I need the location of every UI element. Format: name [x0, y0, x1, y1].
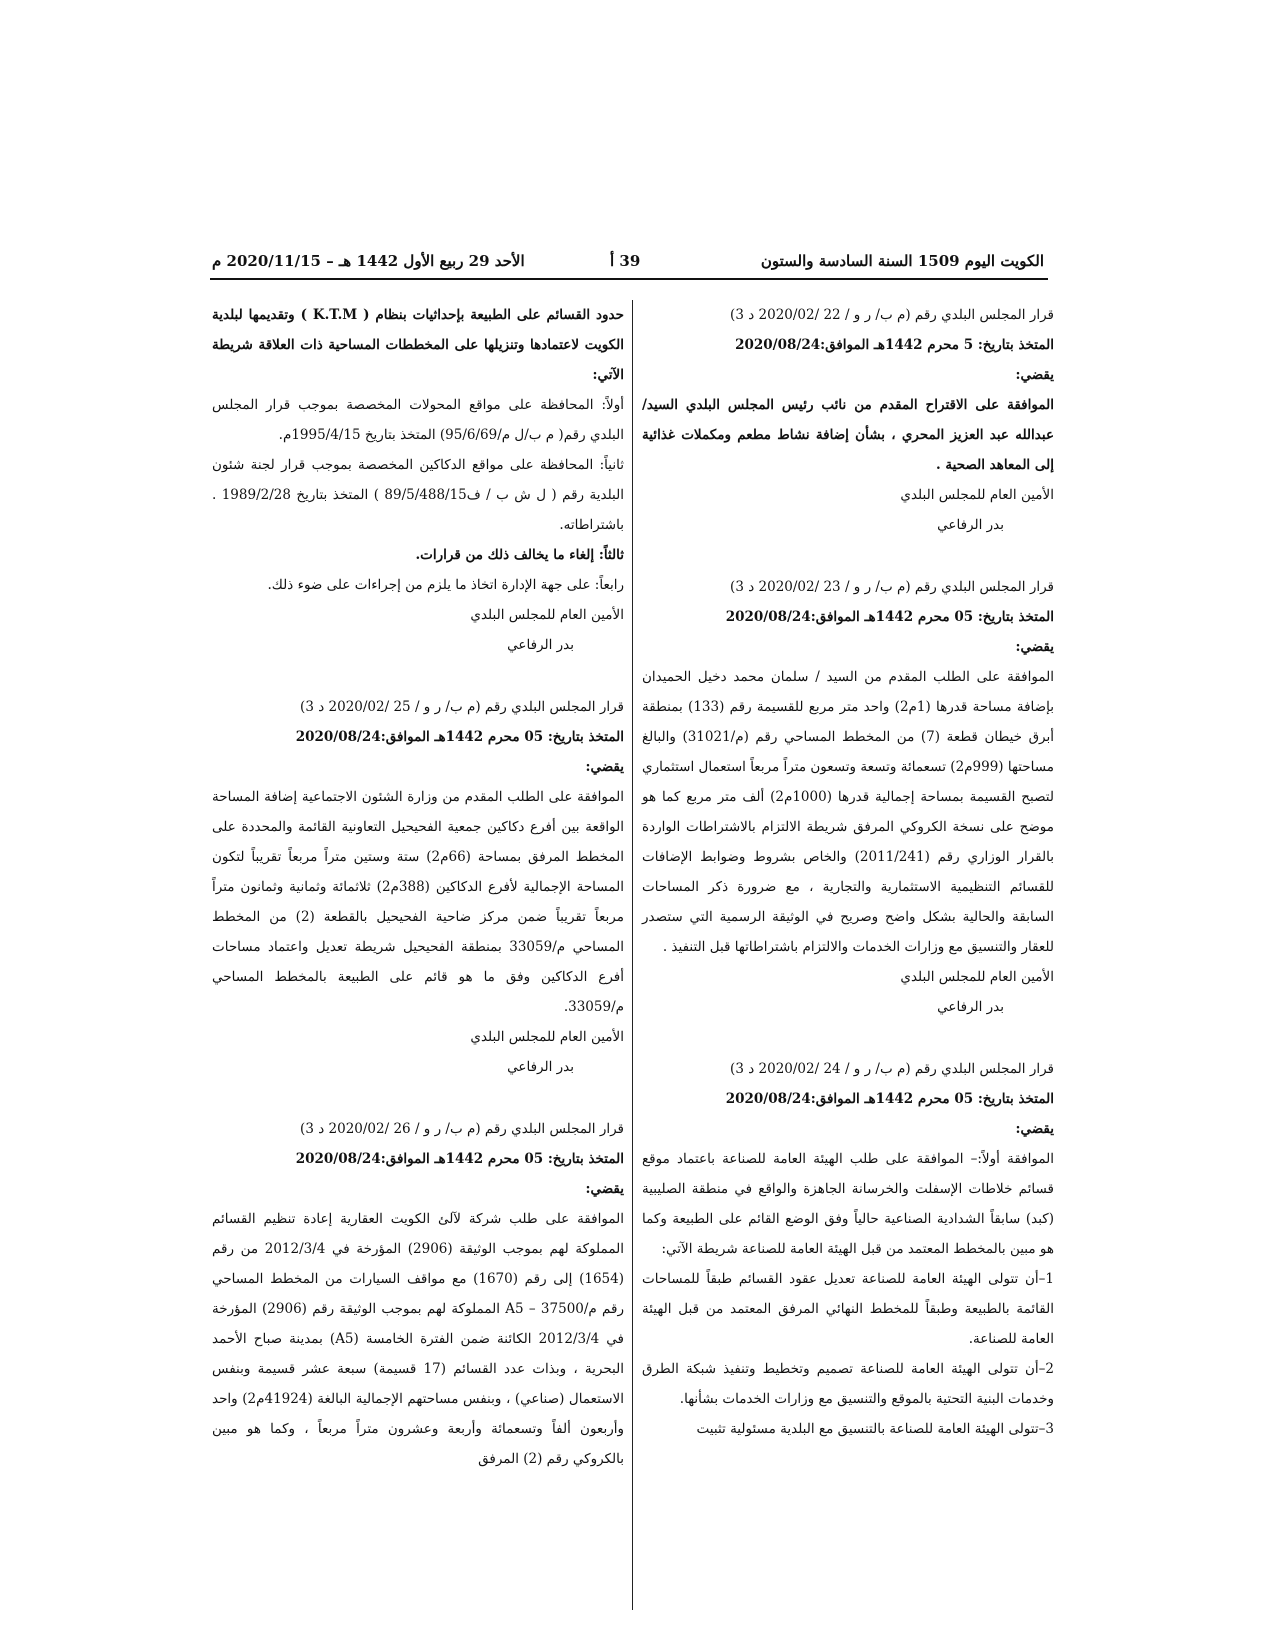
- decision-22: [642, 300, 1054, 540]
- signature-title: الأمين العام للمجلس البلدي: [470, 607, 624, 623]
- signature-title: الأمين العام للمجلس البلدي: [900, 487, 1054, 503]
- decision-decides: يقضي:: [1015, 367, 1054, 383]
- decision-body: الموافقة على الاقتراح المقدم من نائب رئيس المجلس البلدي السيد/ عبدالله عبد العزيز المحري ، بشأن إضافة نشاط مطعم ومكملات غذائية إلى المعاهد الصحية .: [642, 397, 1054, 473]
- decision-title: قرار المجلس البلدي رقم (م ب/ ر و / 26 /2020/02 د 3): [300, 1121, 624, 1137]
- condition-third: ثالثاً: إلغاء ما يخالف ذلك من قرارات.: [415, 547, 624, 563]
- decision-title: قرار المجلس البلدي رقم (م ب/ ر و / 24 /2020/02 د 3): [730, 1061, 1054, 1077]
- decision-item-1: 1–أن تتولى الهيئة العامة للصناعة تعديل عقود القسائم طبقاً للمساحات القائمة بالطبيعة وطبقاً للمخطط النهائي المرفق المعتمد من قبل الهيئة العامة للصناعة.: [642, 1271, 1054, 1347]
- decision-date: المتخذ بتاريخ: 5 محرم 1442هـ الموافق:2020/08/24: [735, 337, 1054, 353]
- condition-second: ثانياً: المحافظة على مواقع الدكاكين المخصصة بموجب قرار لجنة شئون البلدية رقم ( ل ش ب / ف89/5/488/15 ) المتخذ بتاريخ 1989/2/28 . باشتراطاته.: [212, 457, 624, 533]
- decision-decides: يقضي:: [585, 1181, 624, 1197]
- decision-date: المتخذ بتاريخ: 05 محرم 1442هـ الموافق:2020/08/24: [295, 729, 624, 745]
- decision-24: [642, 1054, 1054, 1444]
- decision-title: قرار المجلس البلدي رقم (م ب/ ر و / 25 /2020/02 د 3): [300, 699, 624, 715]
- decision-title: قرار المجلس البلدي رقم (م ب/ ر و / 23 /2020/02 د 3): [730, 579, 1054, 595]
- condition-first: أولاً: المحافظة على مواقع المحولات المخصصة بموجب قرار المجلس البلدي رقم( م ب/ل م/95/6/69) المتخذ بتاريخ 1995/4/15م.: [212, 397, 624, 443]
- decision-date: المتخذ بتاريخ: 05 محرم 1442هـ الموافق:2020/08/24: [295, 1151, 624, 1167]
- decision-item-2: 2–أن تتولى الهيئة العامة للصناعة تصميم وتخطيط وتنفيذ شبكة الطرق وخدمات البنية التحتية بالموقع والتنسيق مع وزارات الخدمات بشأنها.: [642, 1361, 1054, 1407]
- decision-body: الموافقة على الطلب المقدم من وزارة الشئون الاجتماعية إضافة المساحة الواقعة بين أفرع دكاكين جمعية الفحيحيل التعاونية القائمة والمحددة على المخطط المرفق بمساحة (66م2) ستة وستين متراً مربعاً تقريباً لتكون المساحة الإجمالية لأفرع الدكاكين (388م2) ثلاثمائة وثمانية وثمانون متراً مربعاً تقريباً ضمن مركز ضاحية الفحيحيل بالقطعة (2) من المخطط المساحي م/33059 بمنطقة الفحيحيل شريطة تعديل واعتماد مساحات أفرع الدكاكين وفق ما هو قائم على الطبيعة بالمخطط المساحي م/33059.: [212, 789, 625, 1015]
- decision-title: قرار المجلس البلدي رقم (م ب/ ر و / 22 /2020/02 د 3): [730, 307, 1054, 323]
- continuation-text: حدود القسائم على الطبيعة بإحداثيات بنظام ( K.T.M ) وتقديمها لبلدية الكويت لاعتمادها وتنزيلها على المخططات المساحية ذات العلاقة شريطة الآتي:: [212, 307, 624, 383]
- decision-date: المتخذ بتاريخ: 05 محرم 1442هـ الموافق:2020/08/24: [725, 609, 1054, 625]
- decision-item-3: 3–تتولى الهيئة العامة للصناعة بالتنسيق مع البلدية مسئولية تثبيت: [696, 1421, 1054, 1437]
- decision-23: [642, 572, 1054, 1022]
- signature-name: بدر الرفاعي: [507, 1059, 574, 1075]
- signature-name: بدر الرفاعي: [507, 637, 574, 653]
- page-header: [210, 248, 1048, 280]
- decision-24-continuation: [212, 300, 624, 660]
- page-number: 39 أ: [610, 252, 641, 270]
- decision-decides: يقضي:: [1015, 639, 1054, 655]
- decision-decides: يقضي:: [1015, 1121, 1054, 1137]
- issue-date: الأحد 29 ربيع الأول 1442 هـ – 2020/11/15 م: [212, 252, 525, 270]
- decision-decides: يقضي:: [585, 759, 624, 775]
- left-column: [212, 300, 624, 1474]
- decision-26: [212, 1114, 624, 1474]
- decision-date: المتخذ بتاريخ: 05 محرم 1442هـ الموافق:2020/08/24: [725, 1091, 1054, 1107]
- decision-intro: الموافقة أولاً:– الموافقة على طلب الهيئة العامة للصناعة باعتماد موقع قسائم خلاطات الإسفلت والخرسانة الجاهزة والواقع في منطقة الصليبية (كبد) سابقاً الشدادية الصناعية حالياً وفق الوضع القائم على الطبيعة وكما هو مبين بالمخطط المعتمد من قبل الهيئة العامة للصناعة شريطة الآتي:: [642, 1151, 1054, 1257]
- decision-25: [212, 692, 624, 1082]
- condition-fourth: رابعاً: على جهة الإدارة اتخاذ ما يلزم من إجراءات على ضوء ذلك.: [267, 577, 624, 593]
- signature-name: بدر الرفاعي: [937, 517, 1004, 533]
- signature-name: بدر الرفاعي: [937, 999, 1004, 1015]
- signature-title: الأمين العام للمجلس البلدي: [900, 969, 1054, 985]
- signature-title: الأمين العام للمجلس البلدي: [470, 1029, 624, 1045]
- gazette-issue: الكويت اليوم 1509 السنة السادسة والستون: [760, 252, 1044, 270]
- column-divider: [632, 300, 633, 1610]
- decision-body: الموافقة على الطلب المقدم من السيد / سلمان محمد دخيل الحميدان بإضافة مساحة قدرها (1م2) واحد متر مربع للقسيمة رقم (133) بمنطقة أبرق خيطان قطعة (7) من المخطط المساحي رقم (م/31021) والبالغ مساحتها (999م2) تسعمائة وتسعة وتسعون متراً مربعاً استعمال استثماري لتصبح القسيمة بمساحة إجمالية قدرها (1000م2) ألف متر مربع كما هو موضح على نسخة الكروكي المرفق شريطة الالتزام بالاشتراطات الواردة بالقرار الوزاري رقم (2011/241) والخاص بشروط وضوابط الإضافات للقسائم التنظيمية الاستثمارية والتجارية ، مع ضرورة ذكر المساحات السابقة والحالية بشكل واضح وصريح في الوثيقة الرسمية التي ستصدر للعقار والتنسيق مع وزارات الخدمات والالتزام باشتراطاتها قبل التنفيذ .: [642, 669, 1055, 955]
- decision-body: الموافقة على طلب شركة لآلئ الكويت العقارية إعادة تنظيم القسائم المملوكة لهم بموجب الوثيقة (2906) المؤرخة في 2012/3/4 من رقم (1654) إلى رقم (1670) مع مواقف السيارات من المخطط المساحي رقم م/37500 – A5 المملوكة لهم بموجب الوثيقة رقم (2906) المؤرخة في 2012/3/4 الكائنة ضمن الفترة الخامسة (A5) بمدينة صباح الأحمد البحرية ، وبذات عدد القسائم (17 قسيمة) سبعة عشر قسيمة وبنفس الاستعمال (صناعي) ، وبنفس مساحتهم الإجمالية البالغة (41924م2) واحد وأربعون ألفاً وتسعمائة وأربعة وعشرون متراً مربعاً ، وكما هو مبين بالكروكي رقم (2) المرفق: [212, 1211, 625, 1467]
- right-column: [642, 300, 1054, 1444]
